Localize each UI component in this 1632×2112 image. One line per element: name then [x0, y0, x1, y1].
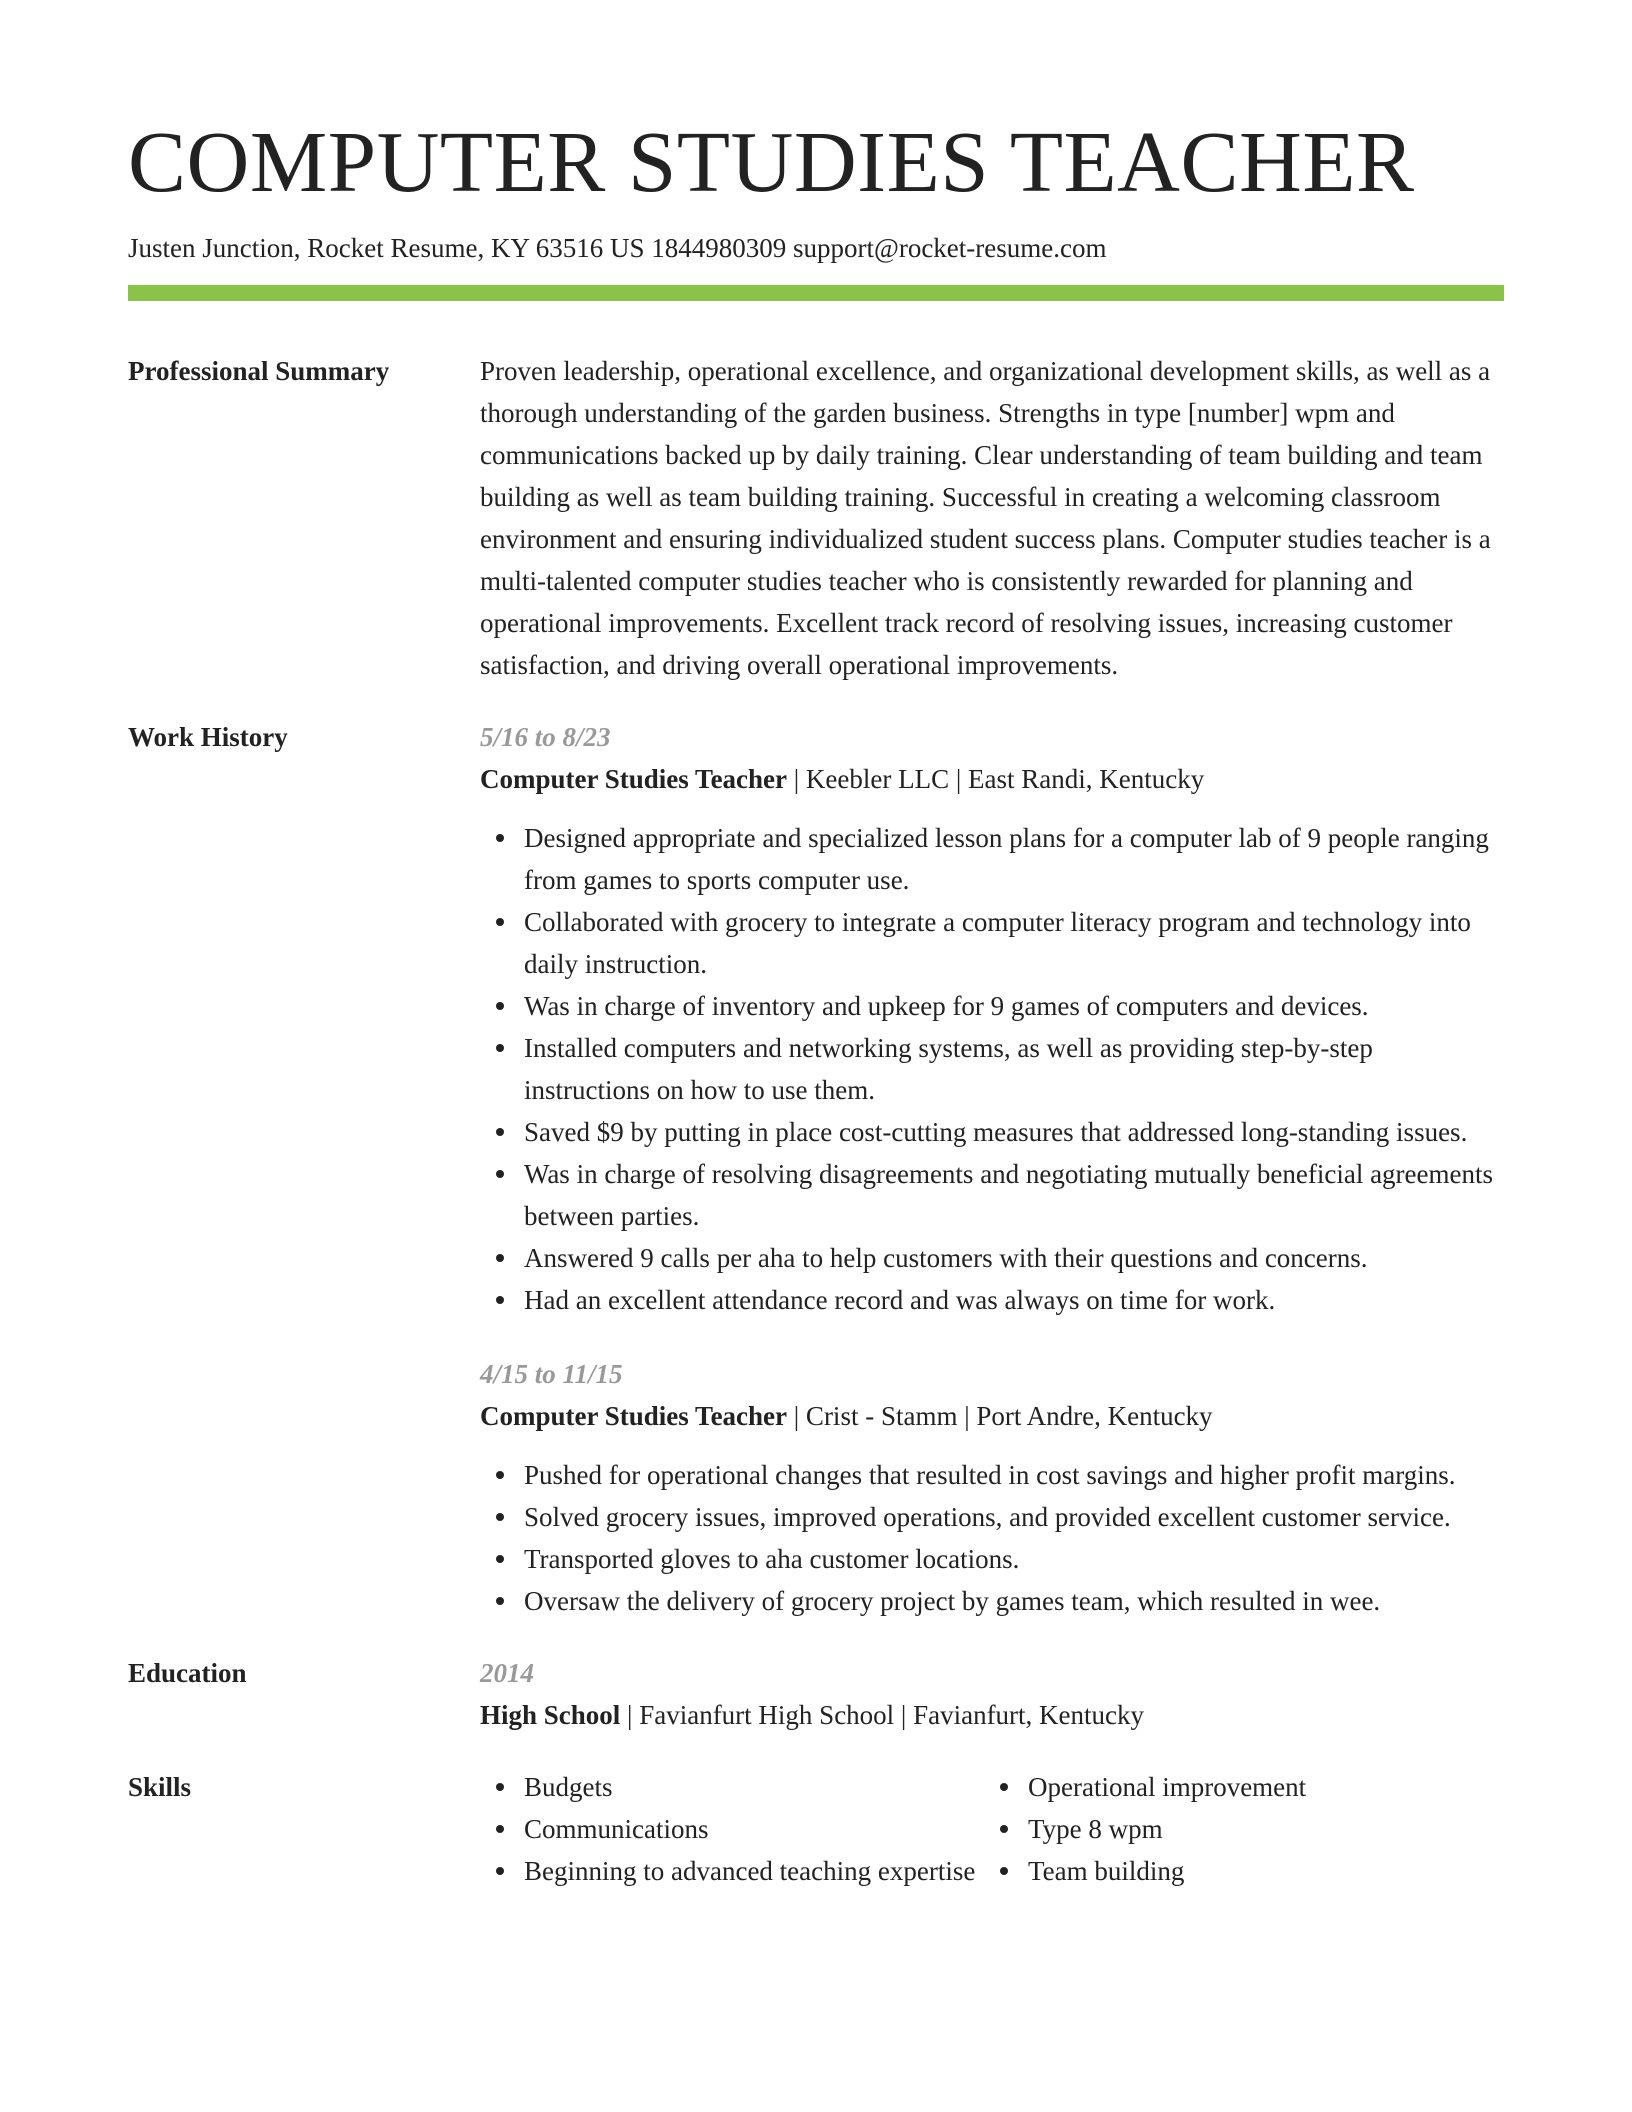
job-entry: [480, 716, 1504, 1321]
job-bullet: Answered 9 calls per aha to help customers with their questions and concerns.: [524, 1237, 1504, 1279]
job-heading: [480, 758, 1504, 800]
skill-item: Type 8 wpm: [1028, 1808, 1488, 1850]
header-divider: [128, 285, 1504, 301]
summary-text: Proven leadership, operational excellence, and organizational development skills, as well as a thorough understanding of the garden business. Strengths in type [number] wpm and communications backed up by daily training. Clear understanding of team building and team building as well as team building training. Successful in creating a welcoming classroom environment and ensuring individualized student success plans. Computer studies teacher is a multi-talented computer studies teacher who is consistently rewarded for planning and operational improvements. Excellent track record of resolving issues, increasing customer satisfaction, and driving overall operational improvements.: [480, 356, 1491, 680]
job-bullets: [480, 817, 1504, 1321]
resume-sections: [128, 350, 1504, 1922]
skills-list: [480, 1766, 984, 1892]
education-heading: [480, 1694, 1504, 1736]
section-professional-summary: [128, 350, 1504, 686]
contact-line: Justen Junction, Rocket Resume, KY 63516 US 1844980309 support@rocket-resume.com: [128, 233, 1107, 263]
section-label-skills: Skills: [128, 1772, 192, 1802]
education-date: 2014: [480, 1658, 534, 1688]
job-title: Computer Studies Teacher: [480, 764, 788, 794]
job-bullet: Had an excellent attendance record and was always on time for work.: [524, 1279, 1504, 1321]
work-history-body: [480, 716, 1504, 1622]
job-bullet: Transported gloves to aha customer locations.: [524, 1538, 1504, 1580]
job-details: | Keebler LLC | East Randi, Kentucky: [787, 764, 1205, 794]
job-bullet: Saved $9 by putting in place cost-cutting measures that addressed long-standing issues.: [524, 1111, 1504, 1153]
job-bullet: Pushed for operational changes that resulted in cost savings and higher profit margins.: [524, 1454, 1504, 1496]
section-work-history: [128, 716, 1504, 1622]
job-date: 4/15 to 11/15: [480, 1359, 623, 1389]
education-body: [480, 1652, 1504, 1736]
skill-item: Communications: [524, 1808, 984, 1850]
page-title: COMPUTER STUDIES TEACHER: [128, 113, 1415, 210]
job-title: Computer Studies Teacher: [480, 1401, 788, 1431]
skill-item: Team building: [1028, 1850, 1488, 1892]
job-details: | Crist - Stamm | Port Andre, Kentucky: [787, 1401, 1213, 1431]
job-bullet: Designed appropriate and specialized lesson plans for a computer lab of 9 people ranging from games to sports computer use.: [524, 817, 1504, 901]
section-skills: [128, 1766, 1504, 1892]
skill-item: Budgets: [524, 1766, 984, 1808]
skills-list: [984, 1766, 1488, 1892]
skills-columns: [480, 1766, 1504, 1892]
skills-column-right: [984, 1766, 1488, 1892]
skills-column-left: [480, 1766, 984, 1892]
job-bullet: Was in charge of inventory and upkeep for 9 games of computers and devices.: [524, 985, 1504, 1027]
job-bullets: [480, 1454, 1504, 1622]
summary-body: [480, 350, 1504, 686]
job-bullet: Oversaw the delivery of grocery project by games team, which resulted in wee.: [524, 1580, 1504, 1622]
section-label-work-history: Work History: [128, 722, 288, 752]
skill-item: Operational improvement: [1028, 1766, 1488, 1808]
section-education: [128, 1652, 1504, 1736]
job-bullet: Installed computers and networking systems, as well as providing step-by-step instructions on how to use them.: [524, 1027, 1504, 1111]
job-bullet: Collaborated with grocery to integrate a computer literacy program and technology into daily instruction.: [524, 901, 1504, 985]
job-bullet: Solved grocery issues, improved operations, and provided excellent customer service.: [524, 1496, 1504, 1538]
education-details: | Favianfurt High School | Favianfurt, Kentucky: [620, 1700, 1145, 1730]
skills-body: [480, 1766, 1504, 1892]
job-heading: [480, 1395, 1504, 1437]
job-bullet: Was in charge of resolving disagreements and negotiating mutually beneficial agreements between parties.: [524, 1153, 1504, 1237]
skill-item: Beginning to advanced teaching expertise: [524, 1850, 984, 1892]
job-entry: [480, 1353, 1504, 1622]
job-date: 5/16 to 8/23: [480, 722, 611, 752]
section-label-education: Education: [128, 1658, 247, 1688]
education-degree: High School: [480, 1700, 621, 1730]
section-label-summary: Professional Summary: [128, 356, 390, 386]
